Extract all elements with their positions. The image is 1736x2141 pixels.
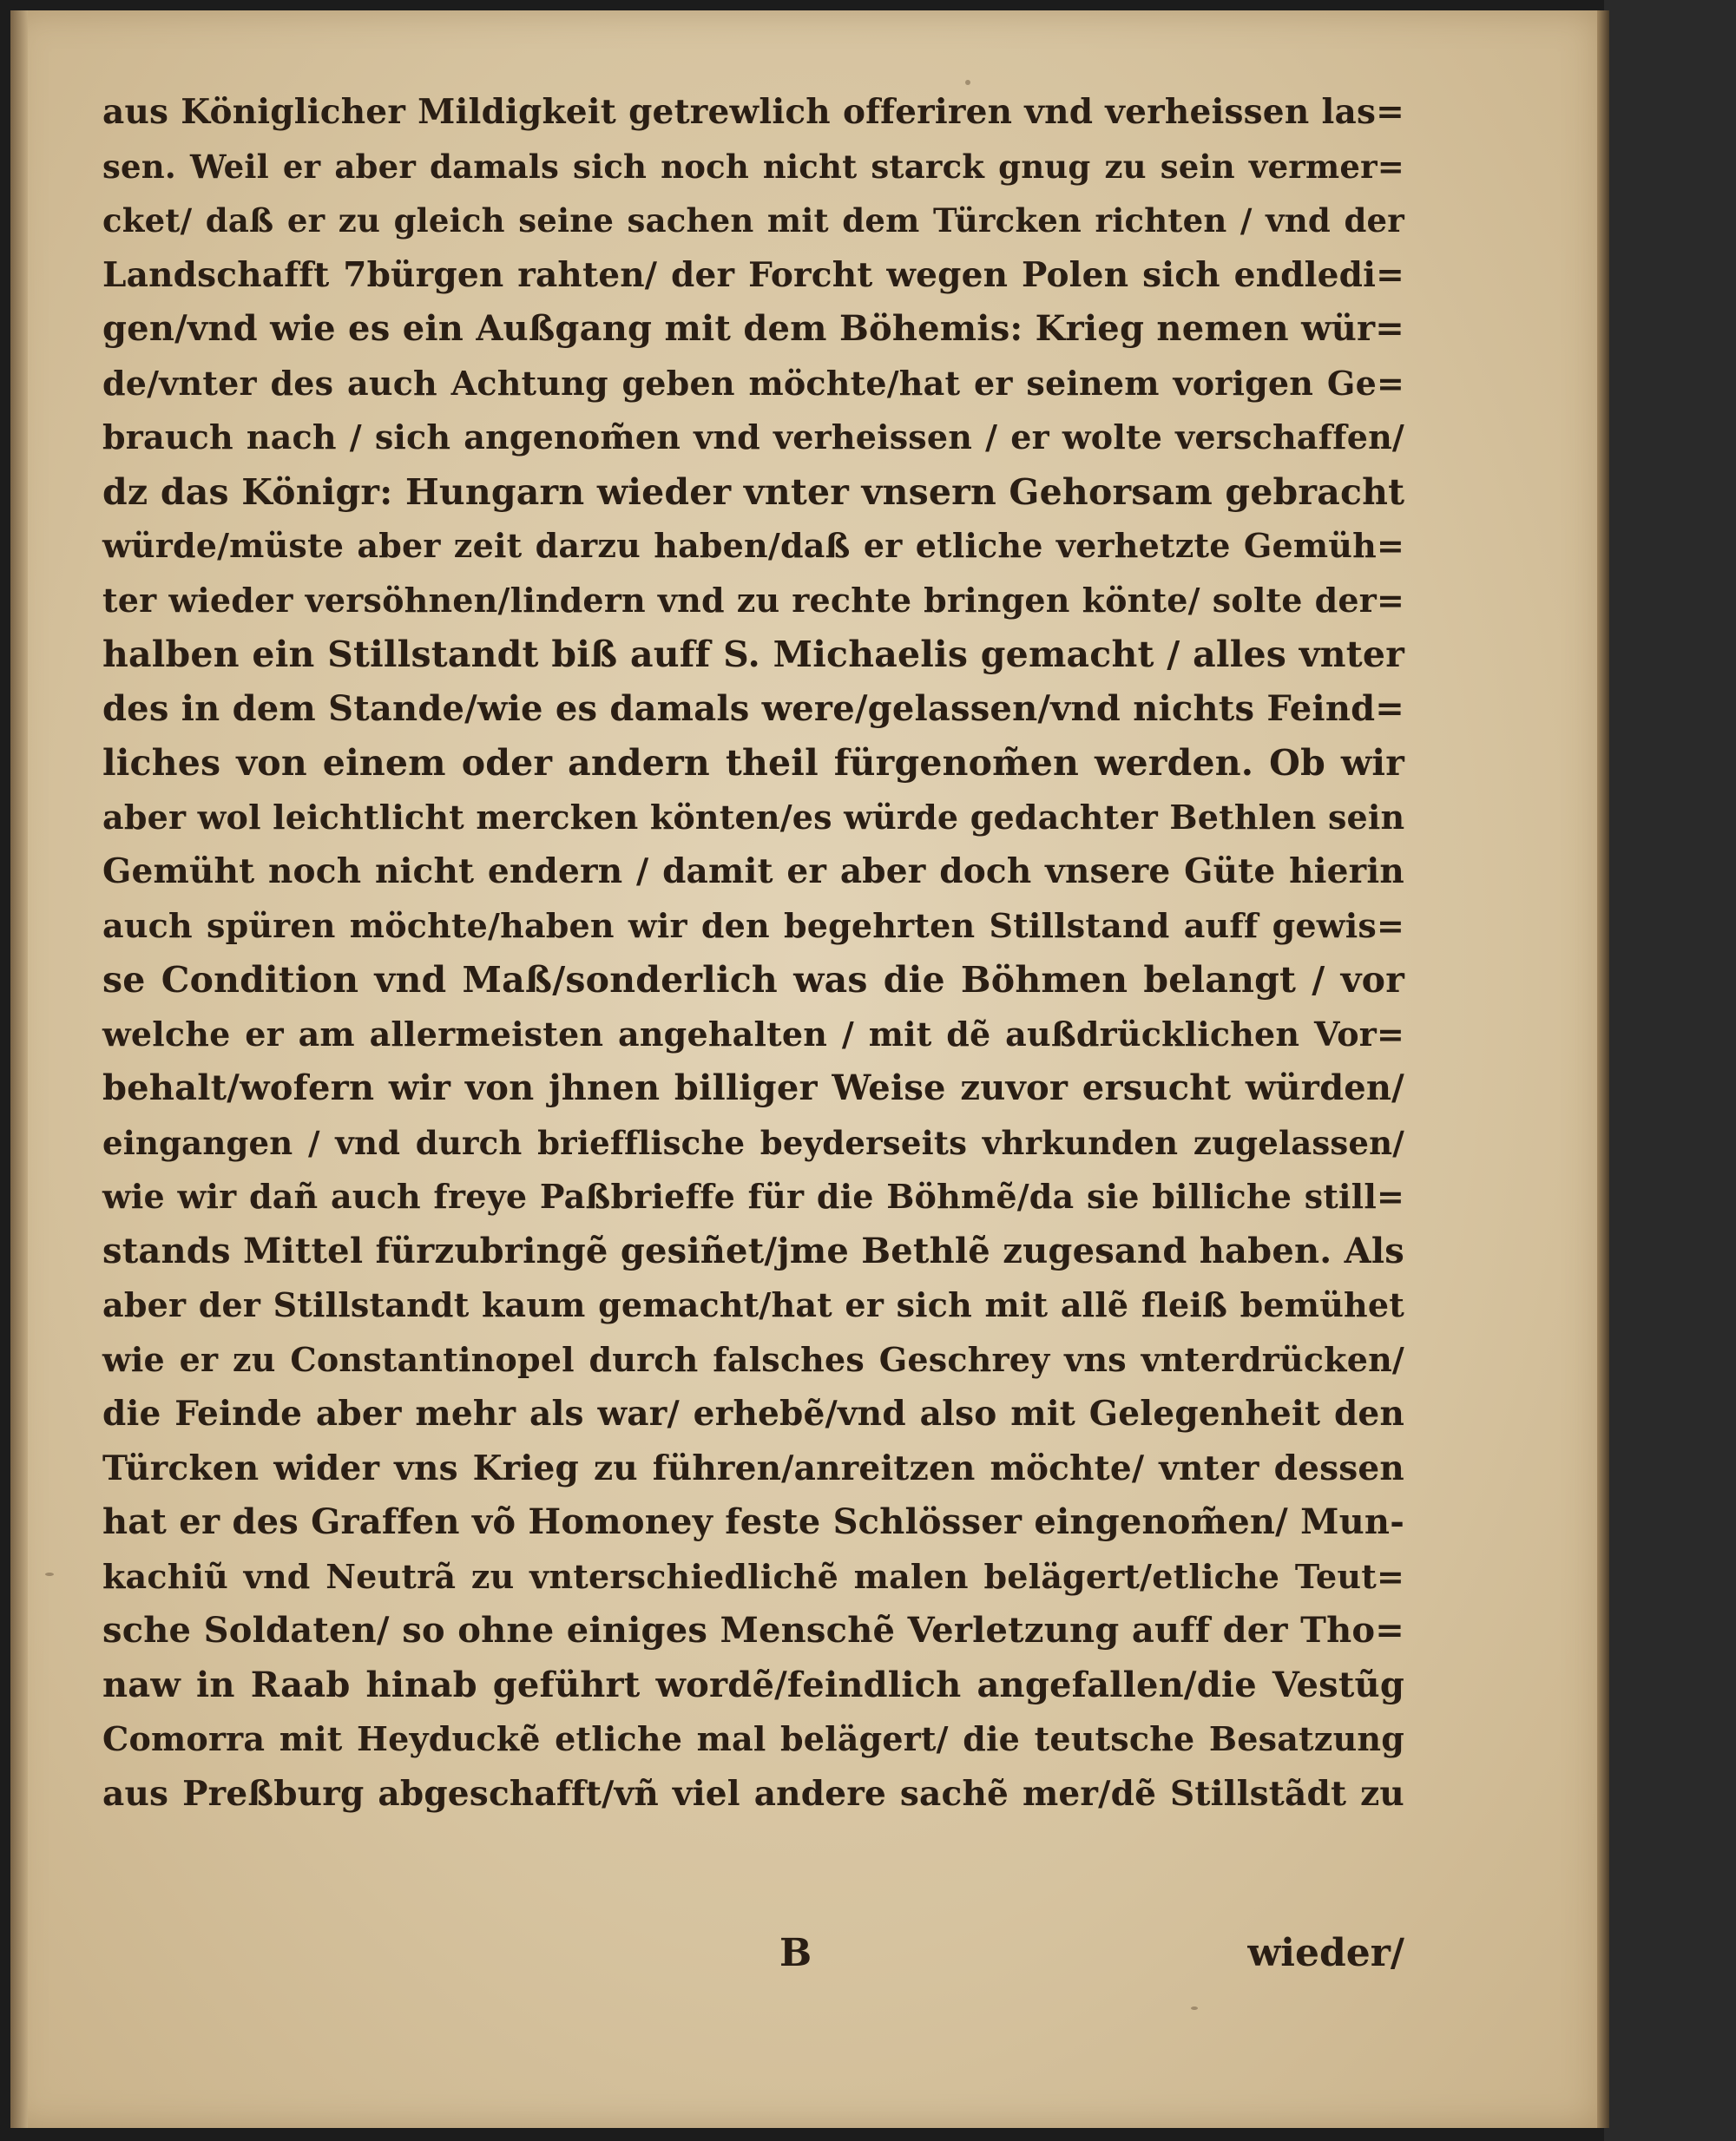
signature-mark: B [779, 1931, 812, 1975]
text-line: des in dem Stande/wie es damals were/gelassen/vnd nichts Feind= [102, 687, 1404, 729]
text-line: ter wieder versöhnen/lindern vnd zu rechte bringen könte/ solte der= [102, 580, 1404, 620]
scan-background [1604, 0, 1736, 2141]
text-line: naw in Raab hinab geführt wordẽ/feindlich angefallen/die Vestũg [102, 1664, 1404, 1705]
text-line: aber wol leichtlicht mercken könten/es würde gedachter Bethlen sein [102, 797, 1405, 837]
text-line: Gemüht noch nicht endern / damit er aber doch vnsere Güte hierin [102, 851, 1404, 891]
text-line: se Condition vnd Maß/sonderlich was die Böhmen belangt / vor [102, 959, 1404, 1001]
paper-speck [45, 1573, 54, 1576]
text-line: aus Preßburg abgeschafft/vñ viel andere sachẽ mer/dẽ Stillstãdt zu [102, 1773, 1404, 1814]
text-line: Türcken wider vns Krieg zu führen/anreitzen möchte/ vnter dessen [102, 1448, 1404, 1488]
page-edge [1597, 10, 1609, 2128]
text-line: cket/ daß er zu gleich seine sachen mit dem Türcken richten / vnd der [102, 201, 1404, 240]
text-line: halben ein Stillstandt biß auff S. Michaelis gemacht / alles vnter [102, 634, 1404, 675]
text-line: hat er des Graffen võ Homoney feste Schlösser eingenom̃en/ Mun- [102, 1501, 1404, 1542]
text-line: sen. Weil er aber damals sich noch nicht starck gnug zu sein vermer= [102, 147, 1404, 186]
text-line: behalt/wofern wir von jhnen billiger Weise zuvor ersucht würden/ [102, 1067, 1404, 1108]
text-line: gen/vnd wie es ein Außgang mit dem Böhemis: Krieg nemen wür= [102, 308, 1404, 349]
text-line: liches von einem oder andern theil fürgenom̃en werden. Ob wir [102, 742, 1404, 784]
page-binding-edge [10, 10, 28, 2128]
paper-speck [1191, 2006, 1198, 2010]
text-line: würde/müste aber zeit darzu haben/daß er etliche verhetzte Gemüh= [102, 526, 1404, 565]
text-line: dz das Königr: Hungarn wieder vnter vnsern Gehorsam gebracht [102, 470, 1405, 513]
text-line: welche er am allermeisten angehalten / mit dẽ außdrücklichen Vor= [102, 1014, 1404, 1054]
text-line: brauch nach / sich angenom̃en vnd verheissen / er wolte verschaffen/ [102, 417, 1404, 456]
catchword: wieder/ [1247, 1931, 1404, 1975]
text-line: aus Königlicher Mildigkeit getrewlich offeriren vnd verheissen las= [102, 92, 1404, 132]
text-line: Comorra mit Heyduckẽ etliche mal belägert/ die teutsche Besatzung [102, 1719, 1404, 1758]
body-text [102, 85, 1404, 1821]
text-line: de/vnter des auch Achtung geben möchte/hat er seinem vorigen Ge= [102, 363, 1404, 403]
text-line: stands Mittel fürzubringẽ gesiñet/jme Bethlẽ zugesand haben. Als [102, 1230, 1404, 1271]
text-line: wie er zu Constantinopel durch falsches Geschrey vns vnterdrücken/ [102, 1339, 1404, 1379]
text-line: Landschafft 7bürgen rahten/ der Forcht wegen Polen sich endledi= [102, 254, 1404, 295]
page-footer [102, 1927, 1404, 1980]
text-line: eingangen / vnd durch briefflische beyderseits vhrkunden zugelassen/ [102, 1123, 1404, 1162]
text-line: aber der Stillstandt kaum gemacht/hat er sich mit allẽ fleiß bemühet [102, 1285, 1404, 1324]
text-line: die Feinde aber mehr als war/ erhebẽ/vnd also mit Gelegenheit den [102, 1394, 1404, 1434]
text-line: kachiũ vnd Neutrã zu vnterschiedlichẽ malen belägert/etliche Teut= [102, 1556, 1404, 1596]
text-line: wie wir dañ auch freye Paßbrieffe für die Böhmẽ/da sie billiche still= [102, 1177, 1404, 1216]
text-line: sche Soldaten/ so ohne einiges Menschẽ Verletzung auff der Tho= [102, 1610, 1404, 1651]
text-line: auch spüren möchte/haben wir den begehrten Stillstand auff gewis= [102, 905, 1404, 945]
